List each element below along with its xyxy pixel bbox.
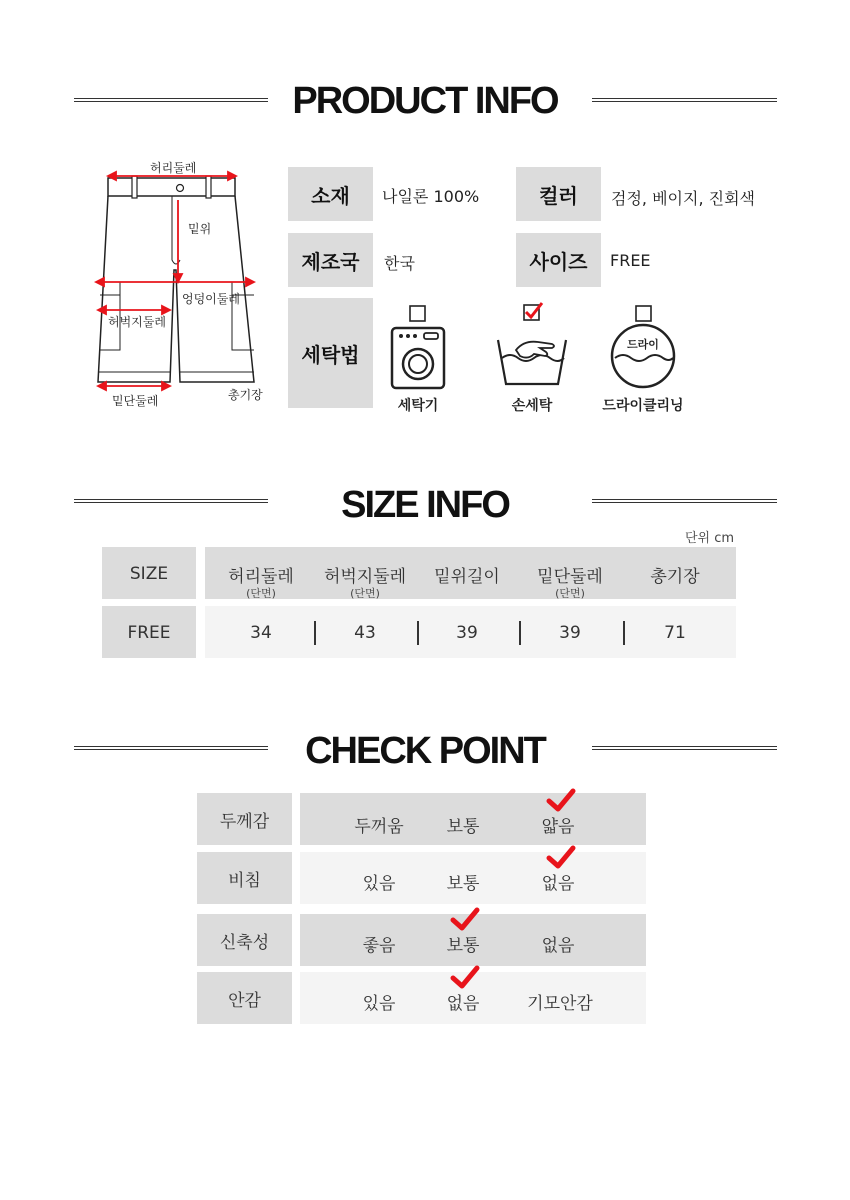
check-option: 두꺼움 xyxy=(354,817,404,837)
origin-value: 한국 xyxy=(384,254,415,273)
material-label: 소재 xyxy=(288,167,373,221)
wash-option-label: 드라이클리닝 xyxy=(602,398,684,414)
hand-wash-icon xyxy=(494,334,570,390)
diagram-label-length: 총기장 xyxy=(228,388,263,402)
pants-diagram xyxy=(92,150,282,420)
unit-label: 단위 cm xyxy=(685,531,735,546)
diagram-label-thigh: 허벅지둘레 xyxy=(108,315,166,329)
check-option: 보통 xyxy=(446,817,480,837)
column-label: 허벅지둘레 xyxy=(323,567,407,587)
diagram-label-waist: 허리둘레 xyxy=(150,161,197,175)
checkbox-unchecked-icon xyxy=(408,304,428,324)
column-label: 밑단둘레 xyxy=(537,567,603,587)
check-option: 있음 xyxy=(362,994,396,1014)
material-value: 나일론 100% xyxy=(382,187,480,206)
size-header-label: SIZE xyxy=(129,564,169,584)
title-rule-right xyxy=(592,98,777,102)
size-column-header xyxy=(417,562,517,588)
diagram-label-hem: 밑단둘레 xyxy=(112,394,159,408)
check-row-label: 안감 xyxy=(197,972,292,1024)
column-label: 허리둘레 xyxy=(228,567,294,587)
pants-icon xyxy=(92,150,282,420)
check-option-selected: 없음 xyxy=(446,994,480,1014)
checkbox-checked-icon xyxy=(522,300,546,324)
check-option: 기모안감 xyxy=(527,994,593,1014)
size-column-header xyxy=(211,562,311,599)
check-option-selected: 없음 xyxy=(541,874,575,894)
column-sub-label: (단면) xyxy=(555,587,585,600)
title-rule-right xyxy=(592,746,777,750)
size-value: 71 xyxy=(664,623,686,643)
checkmark-icon xyxy=(450,965,480,991)
check-option: 있음 xyxy=(362,874,396,894)
wash-option-label: 손세탁 xyxy=(511,398,553,414)
size-value: 43 xyxy=(354,623,376,643)
check-row-label: 비침 xyxy=(197,852,292,904)
column-label: 총기장 xyxy=(650,567,700,587)
dry-clean-icon-text: 드라이 xyxy=(627,338,659,351)
size-column-header xyxy=(313,562,417,599)
washing-machine-icon xyxy=(390,326,446,390)
diagram-label-rise: 밑위 xyxy=(188,222,212,236)
check-option: 좋음 xyxy=(362,936,396,956)
column-sub-label: (단면) xyxy=(246,587,276,600)
origin-label: 제조국 xyxy=(288,233,373,287)
title-rule-right xyxy=(592,499,777,503)
size-column-header xyxy=(520,562,620,599)
size-info-title: SIZE INFO xyxy=(341,484,509,526)
size-value: 39 xyxy=(456,623,478,643)
column-label: 밑위길이 xyxy=(434,567,500,587)
check-option: 없음 xyxy=(541,936,575,956)
diagram-label-hip: 엉덩이둘레 xyxy=(182,292,240,306)
color-label: 컬러 xyxy=(516,167,601,221)
size-value: FREE xyxy=(610,251,651,270)
check-row-label: 두께감 xyxy=(197,793,292,845)
check-option: 보통 xyxy=(446,874,480,894)
wash-method-label: 세탁법 xyxy=(288,298,373,408)
size-value: 39 xyxy=(559,623,581,643)
product-info-title: PRODUCT INFO xyxy=(292,80,558,122)
checkbox-unchecked-icon xyxy=(634,304,654,324)
check-option-selected: 얇음 xyxy=(541,817,575,837)
color-value: 검정, 베이지, 진회색 xyxy=(611,189,755,208)
checkmark-icon xyxy=(546,788,576,814)
size-label: 사이즈 xyxy=(516,233,601,287)
checkmark-icon xyxy=(450,907,480,933)
wash-option-label: 세탁기 xyxy=(397,398,439,414)
size-column-header xyxy=(625,562,725,588)
check-point-title: CHECK POINT xyxy=(305,730,545,772)
size-value: 34 xyxy=(250,623,272,643)
checkmark-icon xyxy=(546,845,576,871)
check-option-selected: 보통 xyxy=(446,936,480,956)
column-sub-label: (단면) xyxy=(350,587,380,600)
size-row-label: FREE xyxy=(127,623,171,643)
dry-clean-icon xyxy=(609,322,677,390)
check-row-label: 신축성 xyxy=(197,914,292,966)
